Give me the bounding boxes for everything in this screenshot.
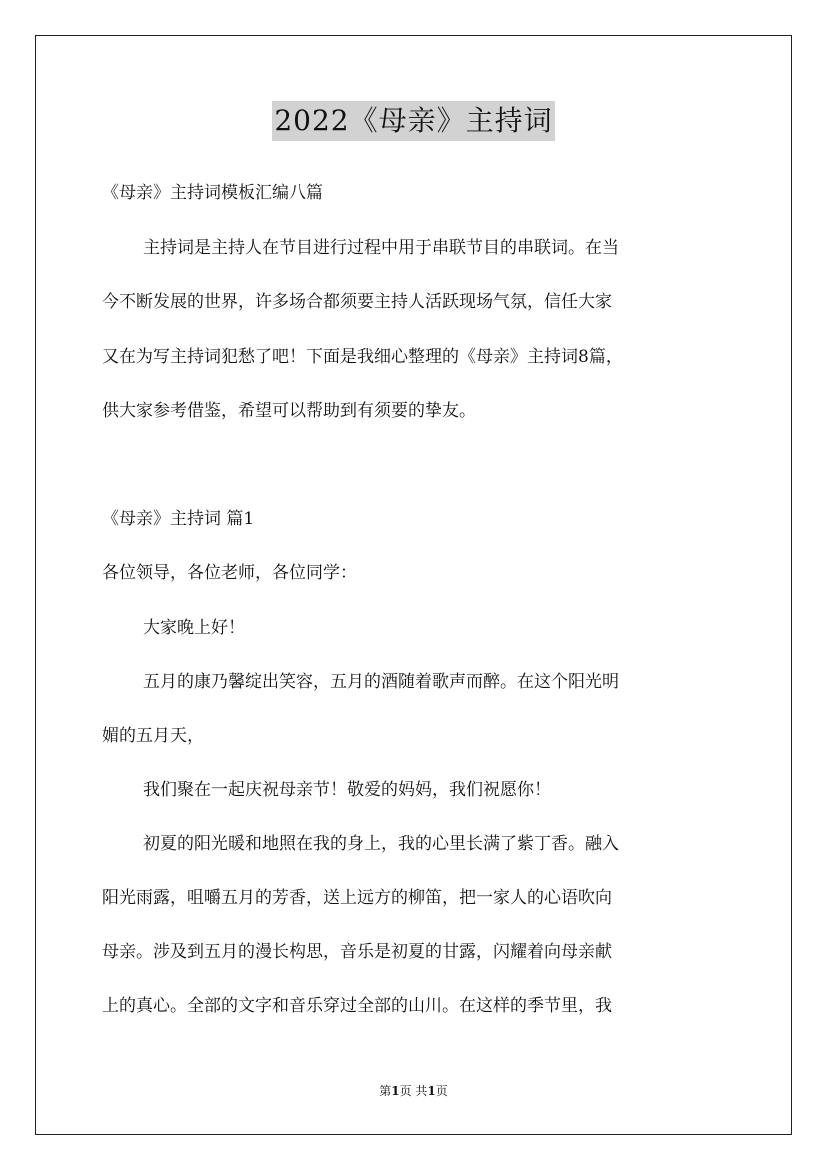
footer-suffix: 页	[435, 1084, 448, 1098]
page-footer	[0, 1083, 827, 1099]
body-line: 上的真心。全部的文字和音乐穿过全部的山川。在这样的季节里，我	[102, 996, 612, 1016]
footer-total-pages: 1	[427, 1084, 436, 1098]
body-line: 初夏的阳光暖和地照在我的身上，我的心里长满了紫丁香。融入	[143, 834, 619, 854]
footer-prefix: 第	[379, 1084, 392, 1098]
body-line: 母亲。涉及到五月的漫长构思，音乐是初夏的甘露，闪耀着向母亲献	[102, 942, 612, 962]
body-line: 阳光雨露，咀嚼五月的芳香，送上远方的柳笛，把一家人的心语吹向	[102, 888, 612, 908]
footer-page-number: 1	[391, 1084, 400, 1098]
section-heading: 《母亲》主持词 篇1	[102, 509, 255, 529]
footer-mid: 页 共	[399, 1084, 428, 1098]
body-line: 大家晚上好！	[143, 618, 245, 638]
subtitle: 《母亲》主持词模板汇编八篇	[102, 183, 323, 203]
intro-line: 今不断发展的世界，许多场合都须要主持人活跃现场气氛，信任大家	[102, 292, 612, 312]
body-line: 媚的五月天，	[102, 726, 204, 746]
intro-line: 主持词是主持人在节目进行过程中用于串联节目的串联词。在当	[143, 238, 619, 258]
body-line: 五月的康乃馨绽出笑容，五月的酒随着歌声而醉。在这个阳光明	[143, 672, 619, 692]
body-line: 我们聚在一起庆祝母亲节！敬爱的妈妈，我们祝愿你！	[143, 780, 551, 800]
document-title: 2022《母亲》主持词	[272, 101, 554, 141]
intro-line: 又在为写主持词犯愁了吧！下面是我细心整理的《母亲》主持词8篇，	[102, 347, 623, 367]
title-container	[0, 101, 827, 141]
intro-line: 供大家参考借鉴，希望可以帮助到有须要的挚友。	[102, 401, 476, 421]
greeting: 各位领导，各位老师，各位同学：	[102, 563, 357, 583]
